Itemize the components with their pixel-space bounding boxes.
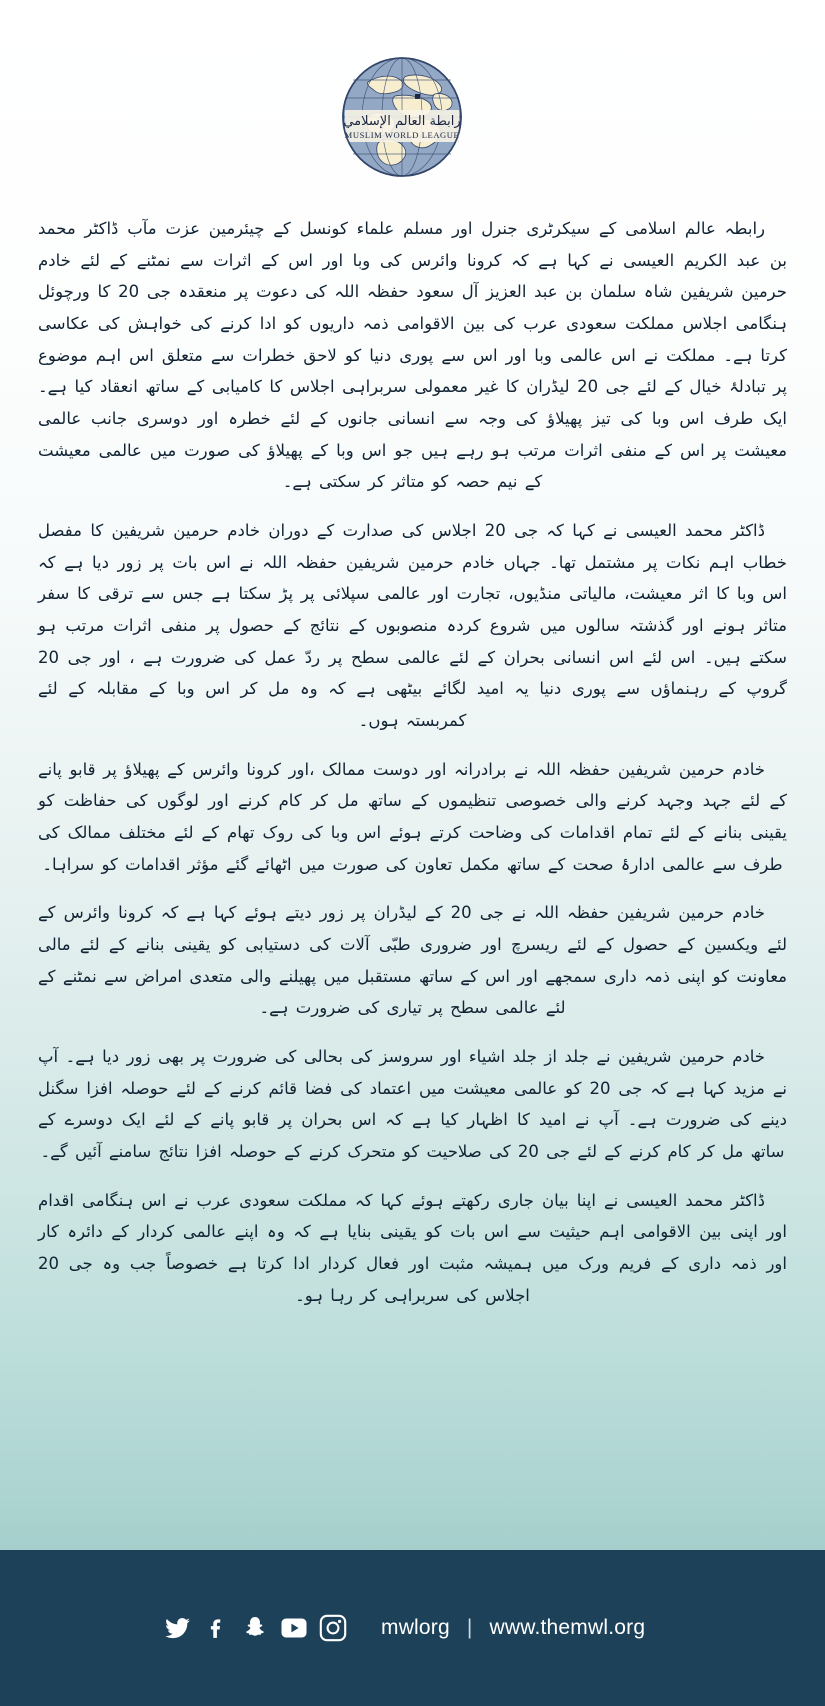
logo-english-text: MUSLIM WORLD LEAGUE — [344, 130, 459, 140]
footer-content — [163, 1614, 645, 1642]
logo-container — [0, 52, 825, 182]
article-paragraph: رابطہ عالم اسلامی کے سیکرٹری جنرل اور مسلم علماء کونسل کے چیئرمین عزت مآب ڈاکٹر محمد بن عبد الکریم العیسی نے کہا ہے کہ کرونا وائرس کی وبا اور اس کے اثرات سے نمٹنے کے لئے خادم حرمین شریفین شاہ سلمان بن عبد العزیز آل سعود حفظہ اللہ کی دعوت پر منعقدہ جی 20 کا ورچوئل ہنگامی اجلاس مملکت سعودی عرب کی بین الاقوامی ذمہ داریوں کو ادا کرنے کی خواہش کی عکاسی کرتا ہے۔ مملکت نے اس عالمی وبا اور اس سے پوری دنیا کو لاحق خطرات سے متعلق اس اہم موضوع پر تبادلۂ خیال کے لئے جی 20 لیڈران کا غیر معمولی سربراہی اجلاس کا کامیابی کے ساتھ انعقاد کیا ہے۔ ایک طرف اس وبا کی تیز پھیلاؤ کی وجہ سے انسانی جانوں کے لئے خطرہ اور دوسری جانب عالمی معیشت پر اس کے منفی اثرات مرتب ہو رہے ہیں جو اس وبا کے پھیلاؤ کی صورت میں عالمی معیشت کے نیم حصہ کو متاثر کر سکتی ہے۔ — [38, 219, 788, 492]
article-paragraph: خادم حرمین شریفین حفظہ اللہ نے برادرانہ اور دوست ممالک ،اور کرونا وائرس کے پھیلاؤ پر قابو پانے کے لئے جہد وجہد کرنے والی خصوصی تنظیموں کے ساتھ مل کر کام کرنے اور لوگوں کی حفاظت کو یقینی بنانے کے لئے تمام اقدامات کی وضاحت کرتے ہوئے اس وبا کی روک تھام کے لئے مختلف ممالک کی طرف سے عالمی ادارۂ صحت کے ساتھ مکمل تعاون کی صورت میں اٹھائے گئے مؤثر اقدامات کو سراہا۔ — [38, 759, 787, 874]
footer-links — [381, 1616, 645, 1640]
social-links — [163, 1614, 347, 1642]
footer-separator: | — [466, 1616, 473, 1639]
twitter-icon[interactable] — [163, 1614, 191, 1642]
article-paragraph: ڈاکٹر محمد العیسی نے کہا کہ جی 20 اجلاس کی صدارت کے دوران خادم حرمین شریفین کا مفصل خطاب اہم نکات پر مشتمل تھا۔ جہاں خادم حرمین شریفین حفظہ اللہ نے اس بات پر زور دیا ہے کہ اس وبا کا اثر معیشت، مالیاتی منڈیوں، تجارت اور عالمی سپلائی پر پڑ سکتا ہے جس سے ترقی کا سفر متاثر ہونے اور گذشتہ سالوں میں شروع کردہ منصوبوں کے نتائج کے حصول پر منفی اثرات مرتب ہو سکتے ہیں۔ اس لئے اس انسانی بحران کے لئے عالمی سطح پر ردّ عمل کی ضرورت ہے ، اور جی 20 گروپ کے رہنماؤں سے پوری دنیا یہ امید لگائے بیٹھی ہے کہ وہ مل کر اس وبا کے مقابلہ کے لئے کمربستہ ہوں۔ — [38, 521, 787, 731]
article-body — [38, 213, 787, 1312]
article-paragraph: خادم حرمین شریفین نے جلد از جلد اشیاء اور سروسز کی بحالی کی ضرورت پر بھی زور دیا ہے۔ آپ نے مزید کہا ہے کہ جی 20 کو عالمی معیشت میں اعتماد کی فضا قائم کرنے کے لئے حوصلہ افزا سگنل دینے کی ضرورت ہے۔ آپ نے امید کا اظہار کیا ہے کہ اس بحران پر قابو پانے کے لئے ایک دوسرے کے ساتھ مل کر کام کرنے کے لئے جی 20 کی صلاحیت کو متحرک کرنے کے حوصلہ افزا نتائج سامنے آئیں گے۔ — [38, 1047, 787, 1162]
youtube-icon[interactable] — [280, 1614, 308, 1642]
snapchat-icon[interactable] — [241, 1614, 269, 1642]
website-url[interactable]: www.themwl.org — [489, 1616, 646, 1639]
instagram-icon[interactable] — [319, 1614, 347, 1642]
article-paragraph: خادم حرمین شریفین حفظہ اللہ نے جی 20 کے لیڈران پر زور دیتے ہوئے کہا ہے کہ کرونا وائرس کے لئے ویکسین کے حصول کے لئے ریسرچ اور ضروری طبّی آلات کی دستیابی کو یقینی بنانے کے لئے مالی معاونت کو اپنی ذمہ داری سمجھے اور اس کے ساتھ مستقبل میں پھیلنے والی متعدی امراض سے نمٹنے کے لئے عالمی سطح پر تیاری کی ضرورت ہے۔ — [38, 903, 787, 1018]
facebook-icon[interactable] — [202, 1614, 230, 1642]
page-footer — [0, 1550, 825, 1706]
logo-arabic-text: رابطة العالم الإسلامي — [342, 114, 461, 129]
article-paragraph: ڈاکٹر محمد العیسی نے اپنا بیان جاری رکھتے ہوئے کہا کہ مملکت سعودی عرب نے اس ہنگامی اقدام اور اپنی بین الاقوامی اہم حیثیت سے اس بات کو یقینی بنایا ہے کہ وہ اپنے عالمی کردار کے دائرہ کار اور ذمہ داری کے فریم ورک میں ہمیشہ مثبت اور فعال کردار ادا کرتا ہے خصوصاً جب وہ جی 20 اجلاس کی سربراہی کر رہا ہو۔ — [38, 1190, 787, 1305]
social-handle[interactable]: mwlorg — [381, 1616, 450, 1639]
muslim-world-league-logo — [339, 54, 487, 180]
